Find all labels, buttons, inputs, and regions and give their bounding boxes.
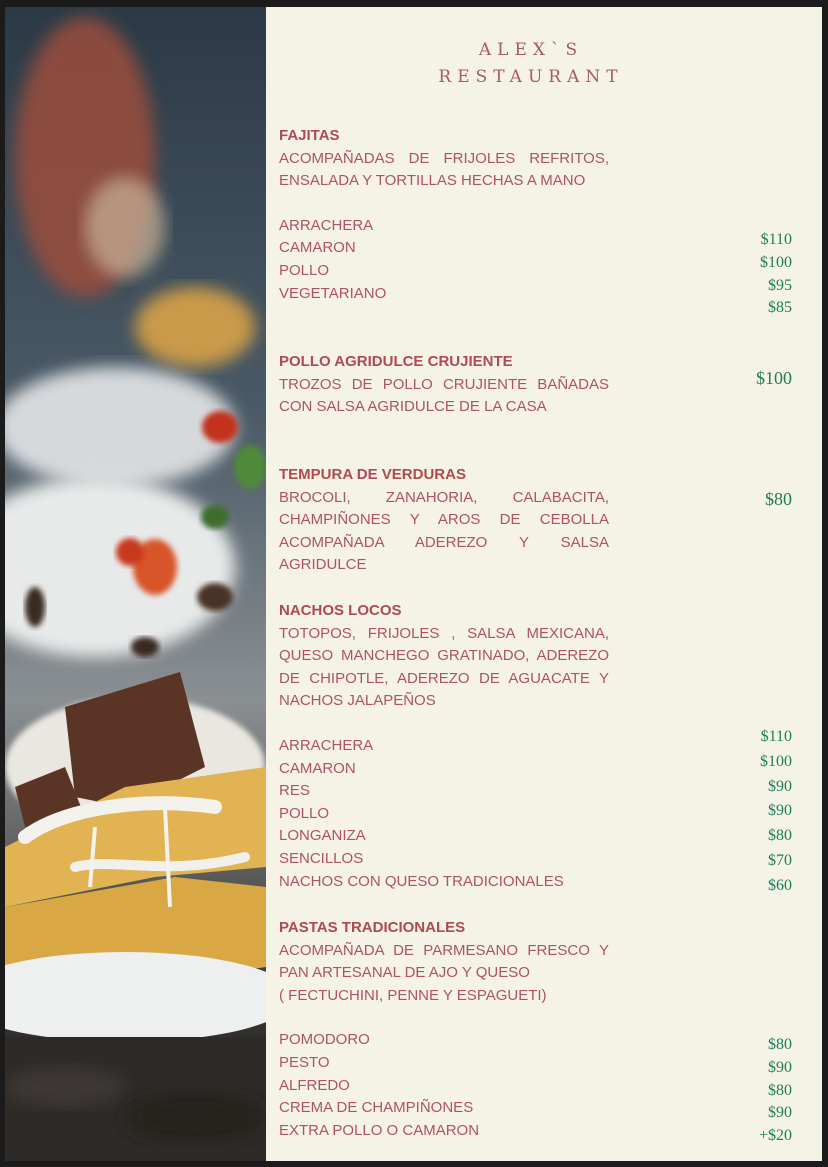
menu-item-price: $100: [756, 368, 792, 388]
menu-item-name: LONGANIZA: [279, 827, 366, 845]
menu-item-price: $90: [768, 802, 792, 820]
menu-item-name: ARRACHERA: [279, 736, 374, 754]
section-note: ( FECTUCHINI, PENNE Y ESPAGUETI): [279, 986, 547, 1004]
menu-item-price: $90: [768, 1058, 792, 1076]
menu-item-price: $110: [760, 231, 792, 248]
menu-item-price: $100: [760, 253, 792, 271]
menu-item-name: RES: [279, 782, 310, 800]
section-description: BROCOLI, ZANAHORIA, CALABACITA, CHAMPIÑONES Y AROS DE CEBOLLA ACOMPAÑADA ADEREZO Y SALSA AGRIDULCE: [279, 488, 609, 574]
section-title: NACHOS LOCOS: [279, 602, 402, 619]
menu-item-name: NACHOS CON QUESO TRADICIONALES: [279, 872, 564, 890]
menu-item-price: $80: [768, 827, 792, 845]
menu-item-name: POMODORO: [279, 1031, 370, 1049]
nachos-photo: [5, 7, 266, 1161]
restaurant-name-line2: RESTAURANT: [438, 67, 624, 87]
section-description: TOTOPOS, FRIJOLES , SALSA MEXICANA, QUESO MANCHEGO GRATINADO, ADEREZO DE CHIPOTLE, ADEREZO DE AGUACATE Y NACHOS JALAPEÑOS: [279, 624, 609, 710]
section-nachos: [279, 600, 609, 893]
menu-item-price: $95: [768, 276, 792, 294]
menu-item-name: SENCILLOS: [279, 849, 364, 867]
menu-item-name: ARRACHERA: [279, 216, 374, 234]
menu-item-price: $90: [768, 777, 792, 795]
menu-item-price: $80: [765, 489, 792, 509]
menu-page: [5, 7, 822, 1161]
price-list-fajitas: [760, 229, 792, 320]
price-list-nachos: [760, 725, 792, 899]
menu-item-name: CAMARON: [279, 239, 356, 257]
menu-item-price: $100: [760, 752, 792, 770]
section-title: FAJITAS: [279, 127, 340, 144]
section-description: ACOMPAÑADAS DE FRIJOLES REFRITOS, ENSALADA Y TORTILLAS HECHAS A MANO: [279, 149, 609, 190]
menu-item-price: +$20: [758, 1127, 792, 1145]
menu-item-price: $90: [768, 1104, 792, 1122]
menu-panel: [266, 7, 822, 1161]
section-pastas: [279, 917, 609, 1142]
section-title: PASTAS TRADICIONALES: [279, 919, 466, 936]
item-list: [279, 735, 609, 893]
menu-item-price: $85: [768, 299, 792, 317]
menu-item-name: VEGETARIANO: [279, 284, 387, 302]
section-title: TEMPURA DE VERDURAS: [279, 466, 466, 483]
restaurant-name-line1: ALEX`S: [478, 40, 584, 60]
menu-item-name: CAMARON: [279, 759, 356, 777]
menu-item-name: ALFREDO: [279, 1076, 350, 1094]
menu-item-price: $80: [768, 1081, 792, 1099]
price-list-pastas: [759, 1034, 792, 1148]
menu-item-name: PESTO: [279, 1053, 330, 1071]
menu-item-name: EXTRA POLLO O CAMARON: [279, 1121, 480, 1139]
menu-item-name: POLLO: [279, 804, 330, 822]
menu-item-price: $80: [768, 1036, 792, 1053]
section-description: TROZOS DE POLLO CRUJIENTE BAÑADAS CON SALSA AGRIDULCE DE LA CASA: [279, 375, 609, 416]
menu-item-price: $110: [760, 728, 792, 745]
price-tempura: [765, 488, 792, 511]
section-description: ACOMPAÑADA DE PARMESANO FRESCO Y PAN ARTESANAL DE AJO Y QUESO: [279, 941, 609, 982]
item-list: [279, 215, 609, 305]
menu-item-name: POLLO: [279, 261, 330, 279]
menu-item-name: CREMA DE CHAMPIÑONES: [279, 1099, 474, 1117]
menu-item-price: $70: [768, 851, 792, 869]
section-title: POLLO AGRIDULCE CRUJIENTE: [279, 353, 513, 370]
section-pollo-agridulce: [279, 351, 609, 419]
item-list: [279, 1029, 609, 1142]
section-fajitas: [279, 125, 609, 305]
price-pollo-agridulce: [756, 367, 792, 390]
menu-item-price: $60: [768, 876, 792, 894]
section-tempura: [279, 464, 609, 577]
